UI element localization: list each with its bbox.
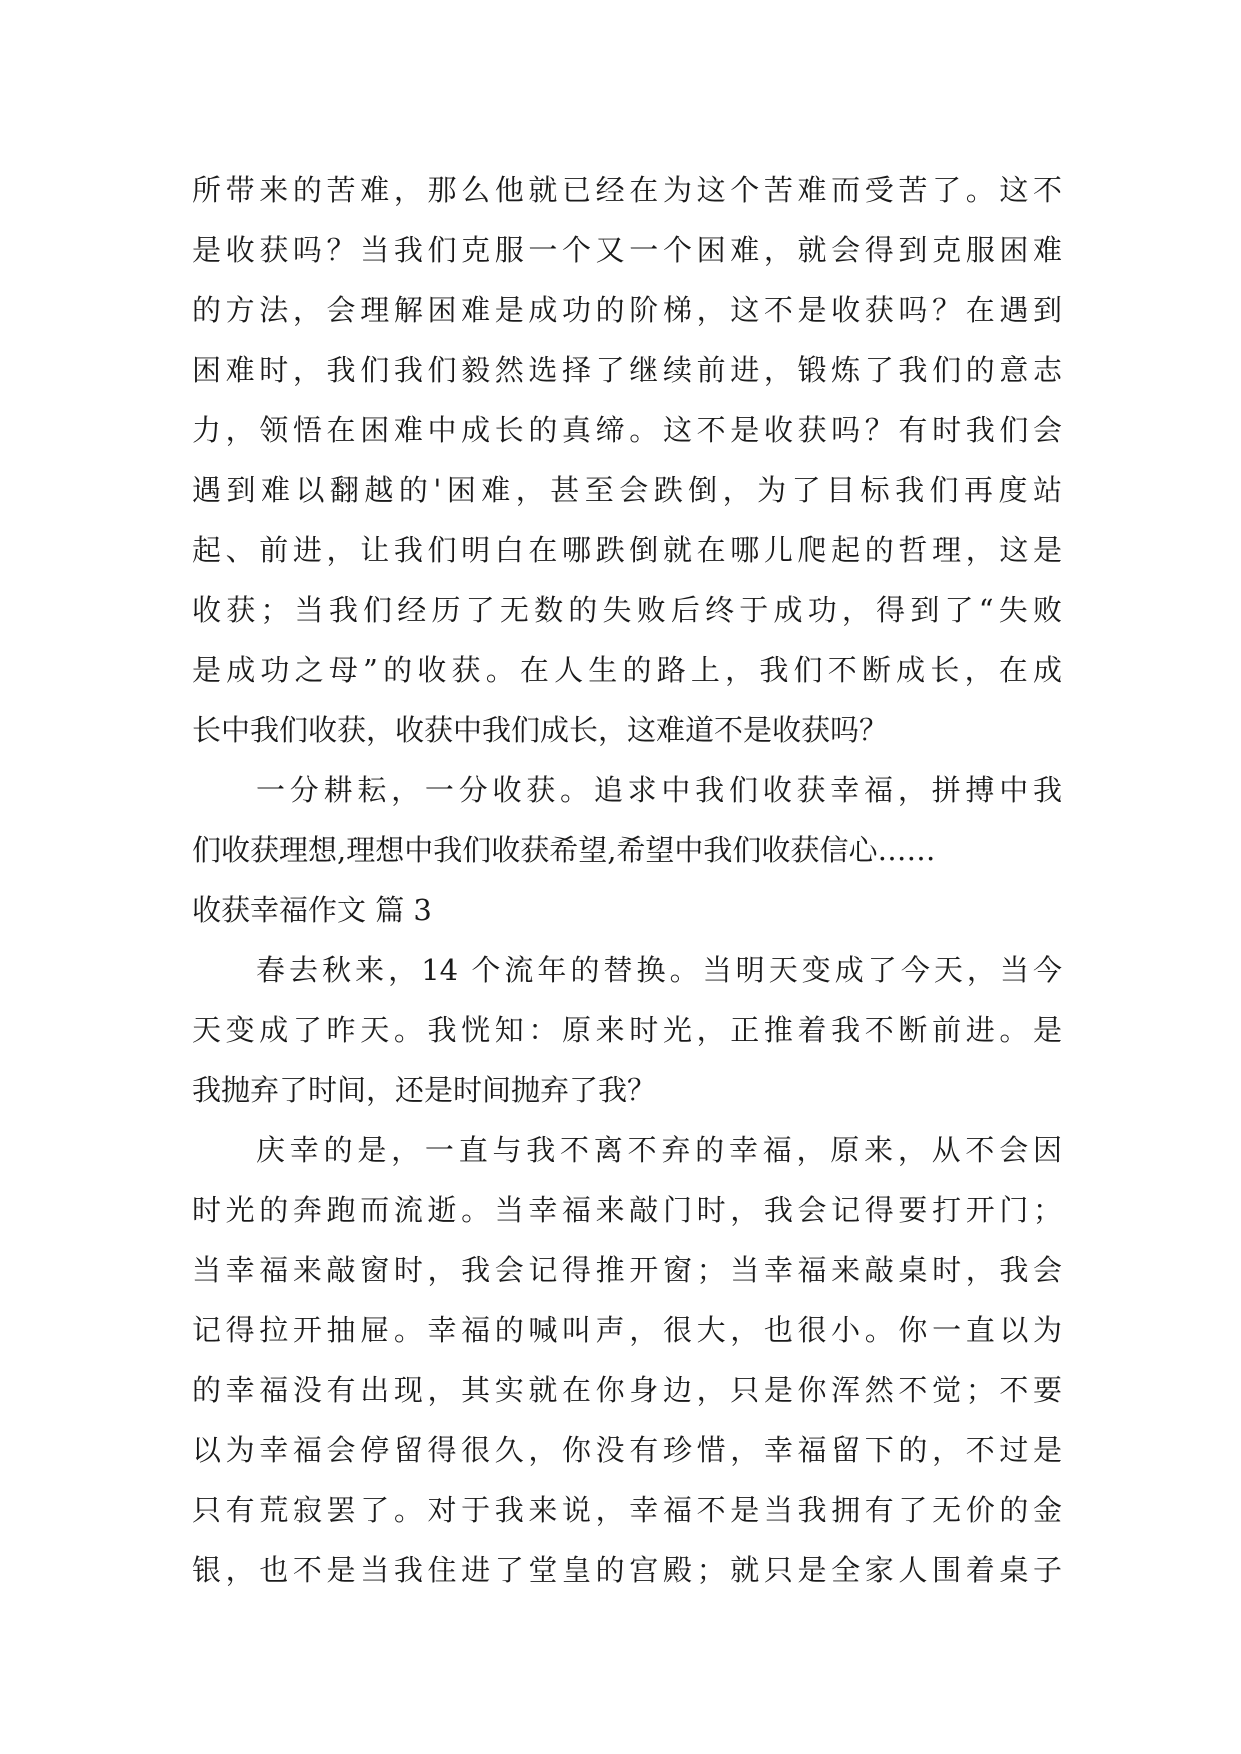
text-line: 我抛弃了时间，还是时间抛弃了我？ — [192, 1073, 657, 1107]
text-line: 只有荒寂罢了。对于我来说，幸福不是当我拥有了无价的金 — [192, 1493, 1062, 1527]
text-line: 收获；当我们经历了无数的失败后终于成功，得到了“失败 — [192, 593, 1062, 627]
text-line: 长中我们收获，收获中我们成长，这难道不是收获吗？ — [192, 713, 889, 747]
paragraph-start-line: 庆幸的是，一直与我不离不弃的幸福，原来，从不会因 — [256, 1133, 1062, 1167]
text-line: 们收获理想,理想中我们收获希望,希望中我们收获信心…… — [192, 833, 936, 867]
text-line: 困难时，我们我们毅然选择了继续前进，锻炼了我们的意志 — [192, 353, 1062, 387]
text-line: 的方法，会理解困难是成功的阶梯，这不是收获吗？在遇到 — [192, 293, 1062, 327]
text-line: 是收获吗？当我们克服一个又一个困难，就会得到克服困难 — [192, 233, 1062, 267]
text-line: 天变成了昨天。我恍知：原来时光，正推着我不断前进。是 — [192, 1013, 1062, 1047]
text-line: 当幸福来敲窗时，我会记得推开窗；当幸福来敲桌时，我会 — [192, 1253, 1062, 1287]
text-line: 银，也不是当我住进了堂皇的宫殿；就只是全家人围着桌子 — [192, 1553, 1062, 1587]
text-line: 记得拉开抽屉。幸福的喊叫声，很大，也很小。你一直以为 — [192, 1313, 1062, 1347]
essay-body — [192, 160, 1062, 1600]
section-heading: 收获幸福作文 篇 3 — [192, 893, 432, 927]
text-line: 以为幸福会停留得很久，你没有珍惜，幸福留下的，不过是 — [192, 1433, 1062, 1467]
paragraph-start-line: 春去秋来，14 个流年的替换。当明天变成了今天，当今 — [256, 953, 1062, 987]
text-line: 力，领悟在困难中成长的真缔。这不是收获吗？有时我们会 — [192, 413, 1062, 447]
text-line: 是成功之母”的收获。在人生的路上，我们不断成长，在成 — [192, 653, 1062, 687]
paragraph-start-line: 一分耕耘，一分收获。追求中我们收获幸福，拼搏中我 — [256, 773, 1062, 807]
text-line: 所带来的苦难，那么他就已经在为这个苦难而受苦了。这不 — [192, 173, 1062, 207]
text-line: 起、前进，让我们明白在哪跌倒就在哪儿爬起的哲理，这是 — [192, 533, 1062, 567]
text-line: 的幸福没有出现，其实就在你身边，只是你浑然不觉；不要 — [192, 1373, 1062, 1407]
text-line: 时光的奔跑而流逝。当幸福来敲门时，我会记得要打开门； — [192, 1193, 1062, 1227]
text-line: 遇到难以翻越的'困难，甚至会跌倒，为了目标我们再度站 — [192, 473, 1062, 507]
